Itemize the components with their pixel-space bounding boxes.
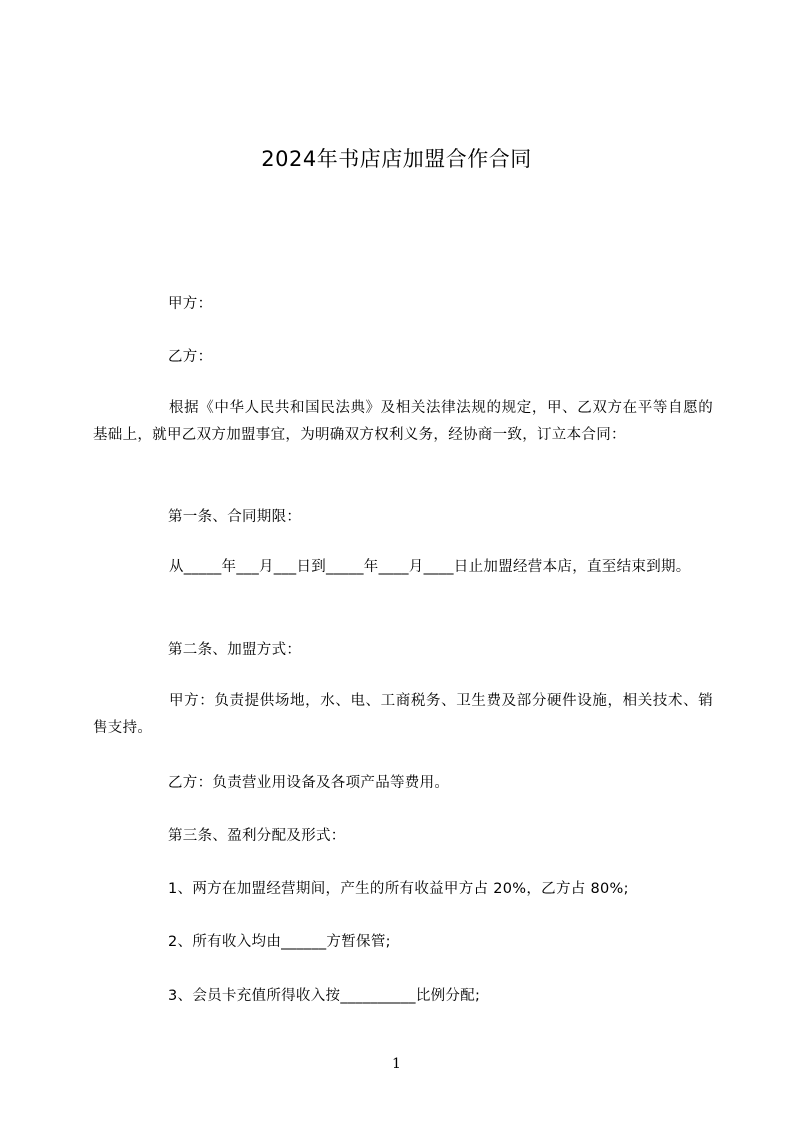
article2-party-b: 乙方：负责营业用设备及各项产品等费用。 (168, 775, 450, 791)
article3-item-1: 1、两方在加盟经营期间，产生的所有收益甲方占 20%，乙方占 80%; (168, 881, 629, 897)
article2-heading: 第二条、加盟方式： (168, 642, 302, 658)
page-number: 1 (392, 1056, 401, 1072)
article1-body: 从_____年___月___日到_____年____月____日止加盟经营本店，直至结束到期。 (169, 559, 691, 575)
article3-item-3: 3、会员卡充值所得收入按__________比例分配; (168, 988, 481, 1004)
document-title: 2024年书店店加盟合作合同 (261, 147, 532, 171)
intro-paragraph: 根据《中华人民共和国民法典》及相关法律法规的规定，甲、乙双方在平等自愿的基础上，就甲乙双方加盟事宜，为明确双方权利义务，经协商一致，订立本合同： (93, 400, 713, 443)
article3-item-2: 2、所有收入均由______方暂保管; (168, 934, 391, 950)
party-b-label: 乙方： (168, 349, 213, 365)
article2-party-a: 甲方：负责提供场地，水、电、工商税务、卫生费及部分硬件设施，相关技术、销售支持。 (93, 693, 713, 736)
article1-heading: 第一条、合同期限： (168, 509, 302, 525)
article3-heading: 第三条、盈利分配及形式： (168, 828, 346, 844)
party-a-label: 甲方： (168, 296, 213, 312)
